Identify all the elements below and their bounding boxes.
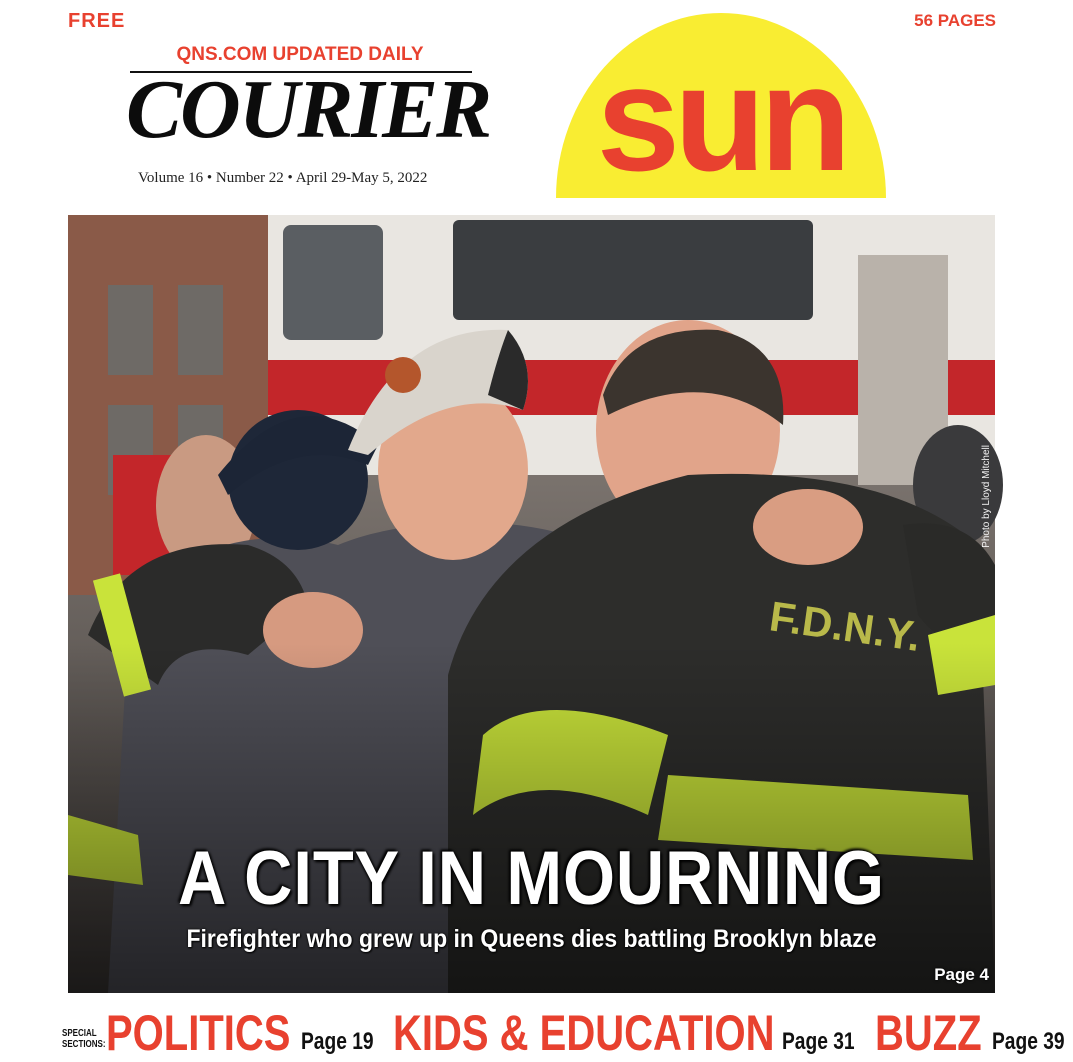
cover-photo <box>68 215 995 993</box>
special-sections-bar <box>62 1002 1065 1061</box>
section-page: Page 31 <box>782 1028 855 1055</box>
page-count: 56 PAGES <box>914 11 996 30</box>
cover-headline: A CITY IN MOURNING <box>178 836 885 921</box>
free-label: FREE <box>68 10 126 32</box>
courier-masthead: COURIER <box>126 63 491 156</box>
section-name: BUZZ <box>874 1005 982 1061</box>
cover-subhead: Firefighter who grew up in Queens dies battling Brooklyn blaze <box>186 925 877 953</box>
cover-page-ref: Page 4 <box>934 965 989 984</box>
special-sections-label: SPECIAL SECTIONS: <box>62 1028 106 1050</box>
section-name: KIDS & EDUCATION <box>393 1005 775 1061</box>
photo-credit: Photo by Lloyd Mitchell <box>981 445 992 548</box>
sun-wordmark: sun <box>596 34 846 202</box>
section-politics <box>106 1005 381 1061</box>
section-name: POLITICS <box>106 1005 291 1061</box>
website-tagline: QNS.COM UPDATED DAILY <box>176 44 424 65</box>
issue-info: Volume 16 • Number 22 • April 29-May 5, 2022 <box>138 170 428 186</box>
section-page: Page 39 <box>992 1028 1065 1055</box>
section-page: Page 19 <box>300 1028 374 1055</box>
section-buzz <box>874 1005 1073 1061</box>
section-kids-education <box>393 1005 863 1061</box>
sun-logo <box>548 8 894 200</box>
